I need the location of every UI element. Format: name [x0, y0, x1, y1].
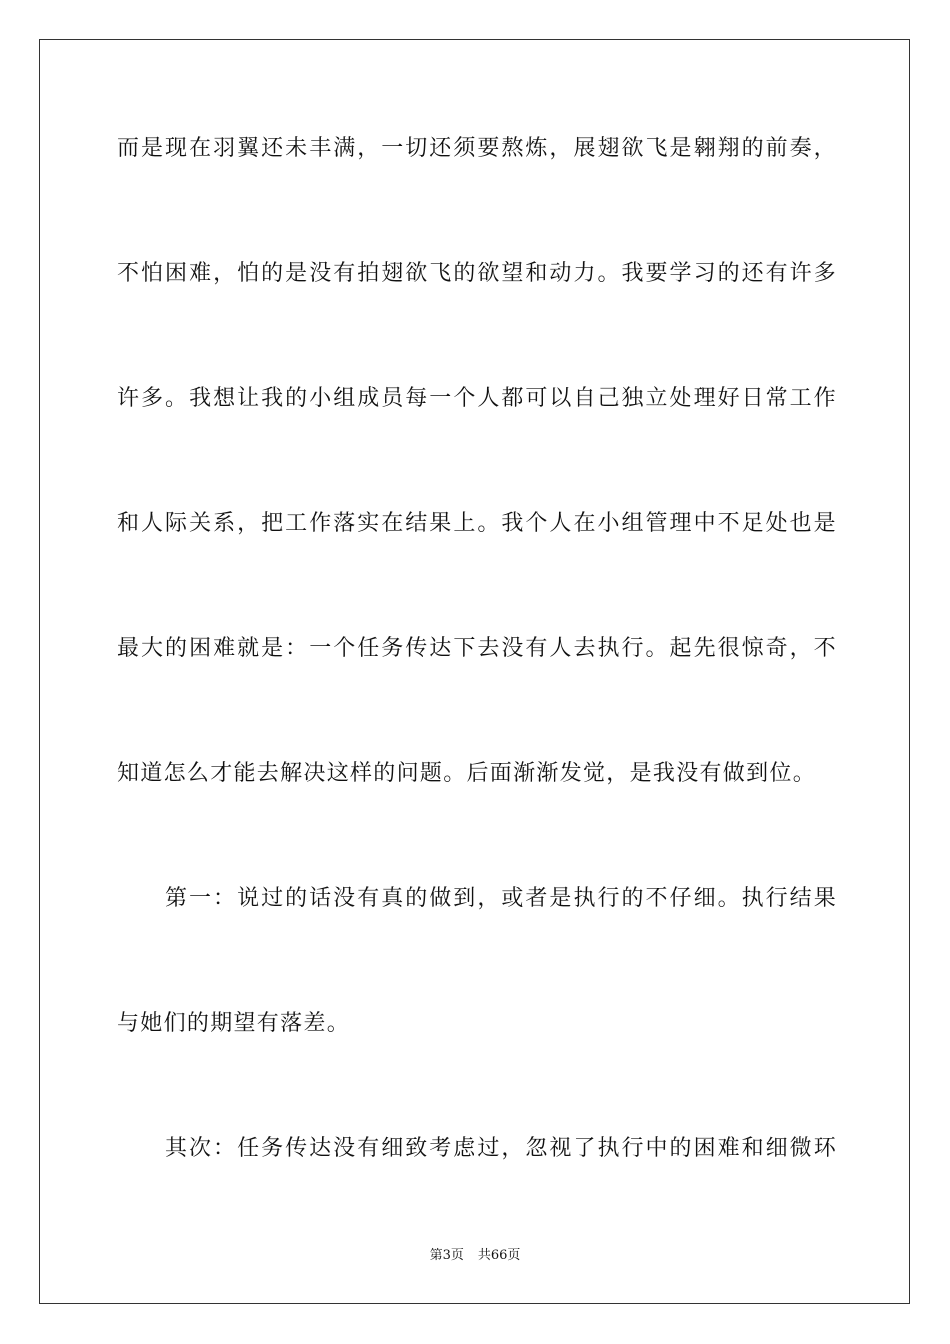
text-line: 不怕困难，怕的是没有拍翅欲飞的欲望和动力。我要学习的还有许多: [117, 261, 837, 286]
text-line: 最大的困难就是：一个任务传达下去没有人去执行。起先很惊奇，不: [117, 636, 837, 661]
text-line: 知道怎么才能去解决这样的问题。后面渐渐发觉，是我没有做到位。: [117, 761, 817, 786]
total-pages: 共66页: [477, 1248, 521, 1263]
paragraph-first-line: 其次：任务传达没有细致考虑过，忽视了执行中的困难和细微环: [165, 1136, 837, 1161]
paragraph-first-line: 第一：说过的话没有真的做到，或者是执行的不仔细。执行结果: [165, 886, 837, 911]
page-footer: [0, 1247, 950, 1265]
text-line: 与她们的期望有落差。: [117, 1011, 351, 1036]
text-line: 而是现在羽翼还未丰满，一切还须要熬炼，展翅欲飞是翱翔的前奏，: [117, 136, 837, 161]
text-line: 和人际关系，把工作落实在结果上。我个人在小组管理中不足处也是: [117, 511, 837, 536]
page-border: [39, 39, 910, 1304]
page-number: 第3页: [429, 1248, 464, 1263]
text-line: 许多。我想让我的小组成员每一个人都可以自己独立处理好日常工作: [117, 386, 837, 411]
